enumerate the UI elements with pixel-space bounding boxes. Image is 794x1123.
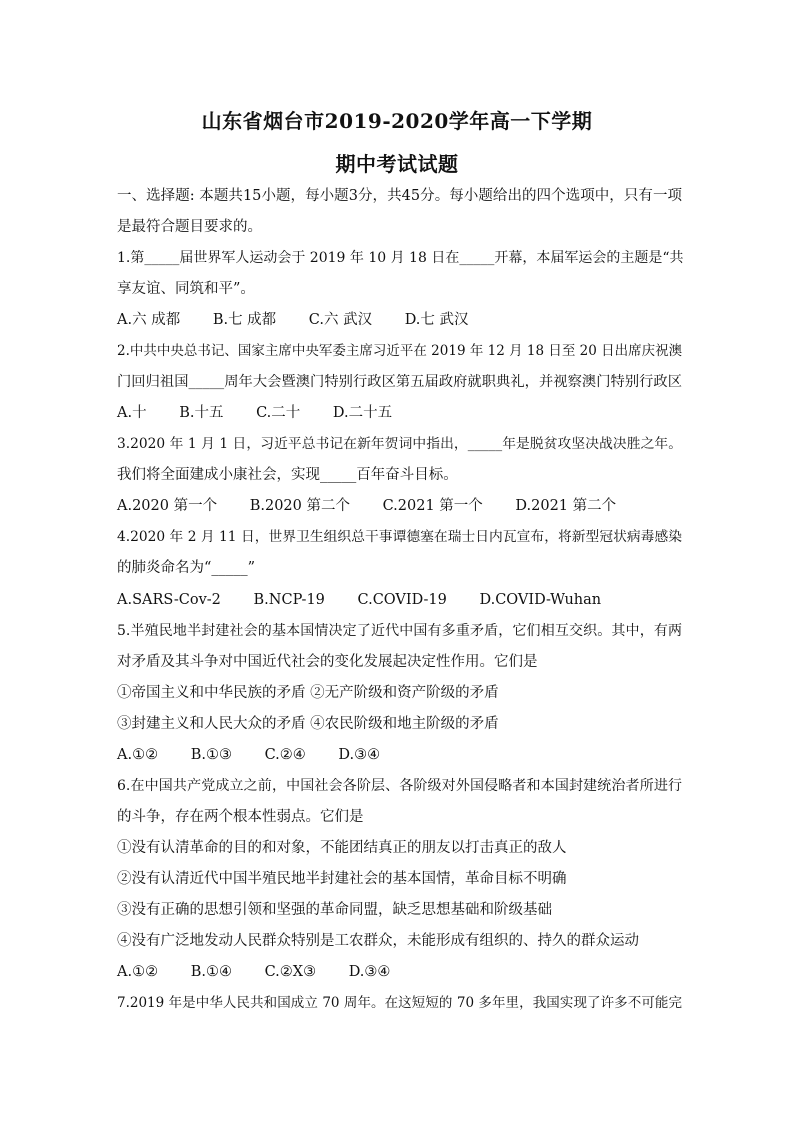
question-1-option-b: B.七 成都 (212, 312, 277, 328)
question-4-option-c: C.COVID-19 (357, 592, 447, 608)
question-4-line-1: 4.2020 年 2 月 11 日，世界卫生组织总干事谭德塞在瑞士日内瓦宣布，将新型冠状病毒感染 (117, 529, 682, 545)
question-3-line-1: 3.2020 年 1 月 1 日，习近平总书记在新年贺词中指出，_____年是脱贫攻坚决战决胜之年。 (117, 436, 682, 452)
question-1-line-2: 享友谊、同筑和平”。 (117, 281, 255, 297)
question-4-option-b: B.NCP-19 (253, 592, 325, 608)
question-2-option-b: B.十五 (179, 405, 224, 421)
question-2-line-1: 2.中共中央总书记、国家主席中央军委主席习近平在 2019 年 12 月 18 日至 20 日出席庆祝澳 (117, 343, 683, 359)
question-3-options (117, 496, 644, 516)
question-6-option-a: A.①② (117, 964, 159, 980)
question-2-line-2: 门回归祖国_____周年大会暨澳门特别行政区第五届政府就职典礼，并视察澳门特别行政区 (117, 374, 682, 390)
question-5-option-c: C.②④ (264, 747, 306, 763)
question-5-option-b: B.①③ (190, 747, 232, 763)
question-1-line-1: 1.第_____届世界军人运动会于 2019 年 10 月 18 日在_____开幕，本届军运会的主题是“共 (117, 250, 684, 266)
question-5-line-1: 5.半殖民地半封建社会的基本国情决定了近代中国有多重矛盾，它们相互交织。其中，有两 (117, 623, 682, 639)
question-1-option-d: D.七 武汉 (404, 312, 469, 328)
question-4-options (117, 590, 629, 610)
question-3-option-b: B.2020 第二个 (249, 498, 350, 514)
question-2-option-c: C.二十 (256, 405, 301, 421)
question-1-option-a: A.六 成都 (117, 312, 181, 328)
question-6-statement-1: ①没有认清革命的目的和对象，不能团结真正的朋友以打击真正的敌人 (117, 840, 567, 856)
question-5-options (117, 745, 408, 765)
question-2-option-a: A.十 (117, 405, 147, 421)
exam-subtitle: 期中考试试题 (335, 152, 459, 176)
question-1-option-c: C.六 武汉 (308, 312, 373, 328)
question-4-line-2: 的肺炎命名为“_____” (117, 560, 256, 576)
question-5-statements-3-4: ③封建主义和人民大众的矛盾 ④农民阶级和地主阶级的矛盾 (117, 716, 499, 732)
question-6-option-c: C.②X③ (264, 964, 317, 980)
question-2-option-d: D.二十五 (332, 405, 393, 421)
question-5-option-d: D.③④ (338, 747, 381, 763)
question-6-statement-4: ④没有广泛地发动人民群众特别是工农群众，未能形成有组织的、持久的群众运动 (117, 933, 639, 949)
question-3-line-2: 我们将全面建成小康社会，实现_____百年奋斗目标。 (117, 467, 458, 483)
question-6-statement-3: ③没有正确的思想引领和坚强的革命同盟，缺乏思想基础和阶级基础 (117, 902, 552, 918)
question-6-options (117, 962, 418, 982)
question-6-line-2: 的斗争，存在两个根本性弱点。它们是 (117, 809, 364, 825)
question-5-line-2: 对矛盾及其斗争对中国近代社会的变化发展起决定性作用。它们是 (117, 654, 538, 670)
question-6-line-1: 6.在中国共产党成立之前，中国社会各阶层、各阶级对外国侵略者和本国封建统治者所进行 (117, 778, 682, 794)
question-5-statements-1-2: ①帝国主义和中华民族的矛盾 ②无产阶级和资产阶级的矛盾 (117, 685, 499, 701)
question-5-option-a: A.①② (117, 747, 159, 763)
question-7-line-1: 7.2019 年是中华人民共和国成立 70 周年。在这短短的 70 多年里，我国实现了许多不可能完 (117, 995, 682, 1011)
question-6-option-d: D.③④ (348, 964, 391, 980)
question-2-options (117, 403, 420, 423)
question-3-option-c: C.2021 第一个 (382, 498, 483, 514)
question-6-option-b: B.①④ (190, 964, 232, 980)
question-3-option-a: A.2020 第一个 (117, 498, 218, 514)
question-4-option-a: A.SARS-Cov-2 (117, 592, 221, 608)
question-3-option-d: D.2021 第二个 (515, 498, 617, 514)
exam-title: 山东省烟台市2019-2020学年高一下学期 (201, 109, 593, 133)
section-instructions-line-1: 一、选择题: 本题共15小题，每小题3分，共45分。每小题给出的四个选项中，只有一项 (117, 188, 682, 204)
section-instructions-line-2: 是最符合题目要求的。 (117, 219, 262, 235)
question-1-options (117, 310, 497, 330)
question-6-statement-2: ②没有认清近代中国半殖民地半封建社会的基本国情，革命目标不明确 (117, 871, 567, 887)
question-4-option-d: D.COVID-Wuhan (479, 592, 602, 608)
